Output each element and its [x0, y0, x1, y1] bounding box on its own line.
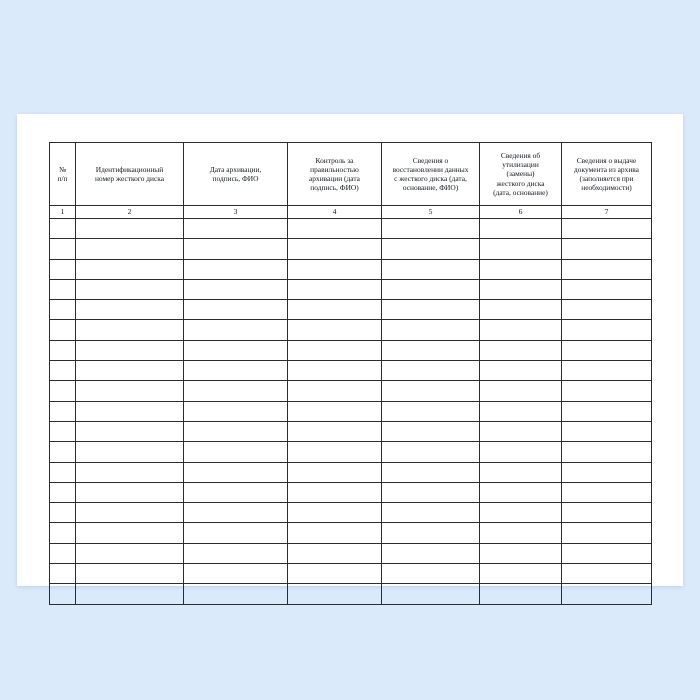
table-cell-empty[interactable] [50, 300, 76, 320]
table-cell-empty[interactable] [184, 421, 288, 441]
table-cell-empty[interactable] [76, 361, 184, 381]
table-cell-empty[interactable] [76, 300, 184, 320]
table-row [50, 219, 652, 239]
table-cell-empty[interactable] [184, 320, 288, 340]
table-row [50, 523, 652, 543]
table-cell-empty[interactable] [480, 361, 562, 381]
table-cell-empty[interactable] [50, 340, 76, 360]
table-cell-empty[interactable] [184, 259, 288, 279]
table-cell-empty[interactable] [382, 381, 480, 401]
header-row [50, 143, 652, 206]
table-cell-empty[interactable] [184, 219, 288, 239]
table-cell-empty[interactable] [480, 239, 562, 259]
table-cell-empty[interactable] [50, 279, 76, 299]
table-cell-empty[interactable] [480, 340, 562, 360]
table-cell-empty[interactable] [50, 442, 76, 462]
table-row [50, 340, 652, 360]
table-cell-empty[interactable] [288, 421, 382, 441]
column-header-data-restore: Сведения о восстановлении данных с жесткого диска (дата, основание, ФИО) [382, 143, 480, 206]
table-cell-empty[interactable] [184, 239, 288, 259]
table-cell-empty[interactable] [76, 219, 184, 239]
table-cell-empty[interactable] [50, 503, 76, 523]
table-cell-empty[interactable] [480, 523, 562, 543]
column-number-cell: 6 [480, 206, 562, 219]
table-cell-empty[interactable] [480, 584, 562, 604]
table-cell-empty[interactable] [76, 381, 184, 401]
table-cell-empty[interactable] [382, 300, 480, 320]
table-cell-empty[interactable] [184, 543, 288, 563]
table-row [50, 584, 652, 604]
table-cell-empty[interactable] [76, 442, 184, 462]
table-cell-empty[interactable] [480, 421, 562, 441]
table-cell-empty[interactable] [50, 462, 76, 482]
table-cell-empty[interactable] [288, 259, 382, 279]
table-cell-empty[interactable] [382, 259, 480, 279]
table-cell-empty[interactable] [480, 543, 562, 563]
table-row [50, 482, 652, 502]
table-cell-empty[interactable] [562, 421, 652, 441]
table-cell-empty[interactable] [184, 381, 288, 401]
table-cell-empty[interactable] [76, 239, 184, 259]
table-row [50, 259, 652, 279]
table-cell-empty[interactable] [562, 320, 652, 340]
table-cell-empty[interactable] [288, 543, 382, 563]
table-cell-empty[interactable] [76, 421, 184, 441]
table-cell-empty[interactable] [480, 320, 562, 340]
table-cell-empty[interactable] [76, 401, 184, 421]
column-header-archive-control: Контроль за правильностью архивации (дата подпись, ФИО) [288, 143, 382, 206]
table-cell-empty[interactable] [480, 503, 562, 523]
table-cell-empty[interactable] [562, 401, 652, 421]
table-cell-empty[interactable] [76, 340, 184, 360]
table-cell-empty[interactable] [76, 482, 184, 502]
table-cell-empty[interactable] [184, 482, 288, 502]
table-cell-empty[interactable] [480, 300, 562, 320]
table-cell-empty[interactable] [288, 381, 382, 401]
table-row [50, 564, 652, 584]
table-cell-empty[interactable] [480, 259, 562, 279]
table-cell-empty[interactable] [76, 279, 184, 299]
table-row [50, 442, 652, 462]
table-row [50, 361, 652, 381]
table-cell-empty[interactable] [184, 361, 288, 381]
table-cell-empty[interactable] [382, 462, 480, 482]
table-cell-empty[interactable] [562, 543, 652, 563]
table-cell-empty[interactable] [184, 340, 288, 360]
column-number-cell: 3 [184, 206, 288, 219]
table-cell-empty[interactable] [76, 462, 184, 482]
table-cell-empty[interactable] [480, 442, 562, 462]
table-cell-empty[interactable] [382, 442, 480, 462]
table-cell-empty[interactable] [184, 564, 288, 584]
table-cell-empty[interactable] [382, 503, 480, 523]
table-cell-empty[interactable] [562, 442, 652, 462]
table-cell-empty[interactable] [288, 239, 382, 259]
table-cell-empty[interactable] [184, 503, 288, 523]
table-cell-empty[interactable] [562, 300, 652, 320]
column-number-cell: 5 [382, 206, 480, 219]
table-cell-empty[interactable] [50, 320, 76, 340]
table-cell-empty[interactable] [50, 543, 76, 563]
table-cell-empty[interactable] [184, 523, 288, 543]
table-cell-empty[interactable] [288, 320, 382, 340]
column-number-cell: 7 [562, 206, 652, 219]
table-cell-empty[interactable] [480, 564, 562, 584]
table-cell-empty[interactable] [50, 401, 76, 421]
table-row [50, 421, 652, 441]
column-number-row [50, 206, 652, 219]
table-cell-empty[interactable] [288, 279, 382, 299]
table-cell-empty[interactable] [562, 279, 652, 299]
column-number-cell: 4 [288, 206, 382, 219]
table-cell-empty[interactable] [50, 482, 76, 502]
table-cell-empty[interactable] [480, 381, 562, 401]
table-row [50, 320, 652, 340]
table-cell-empty[interactable] [184, 300, 288, 320]
table-cell-empty[interactable] [382, 401, 480, 421]
table-cell-empty[interactable] [50, 584, 76, 604]
table-cell-empty[interactable] [184, 279, 288, 299]
column-header-archive-issue: Сведения о выдаче документа из архива (заполняется при необходимости) [562, 143, 652, 206]
column-number-cell: 2 [76, 206, 184, 219]
table-cell-empty[interactable] [288, 462, 382, 482]
table-cell-empty[interactable] [382, 543, 480, 563]
table-cell-empty[interactable] [288, 523, 382, 543]
column-number-cell: 1 [50, 206, 76, 219]
table-cell-empty[interactable] [480, 401, 562, 421]
table-cell-empty[interactable] [184, 584, 288, 604]
table-cell-empty[interactable] [562, 239, 652, 259]
document-sheet [17, 114, 683, 586]
table-header [50, 143, 652, 219]
table-cell-empty[interactable] [382, 340, 480, 360]
table-cell-empty[interactable] [288, 564, 382, 584]
table-cell-empty[interactable] [480, 219, 562, 239]
table-row [50, 462, 652, 482]
table-cell-empty[interactable] [562, 523, 652, 543]
table-cell-empty[interactable] [480, 279, 562, 299]
table-cell-empty[interactable] [76, 564, 184, 584]
table-cell-empty[interactable] [288, 503, 382, 523]
table-body [50, 219, 652, 605]
table-cell-empty[interactable] [382, 279, 480, 299]
table-cell-empty[interactable] [562, 584, 652, 604]
table-cell-empty[interactable] [382, 564, 480, 584]
table-cell-empty[interactable] [562, 503, 652, 523]
table-cell-empty[interactable] [184, 462, 288, 482]
table-cell-empty[interactable] [562, 482, 652, 502]
table-cell-empty[interactable] [288, 361, 382, 381]
table-cell-empty[interactable] [50, 361, 76, 381]
table-row [50, 300, 652, 320]
table-cell-empty[interactable] [562, 259, 652, 279]
table-cell-empty[interactable] [50, 523, 76, 543]
journal-table [49, 142, 652, 605]
table-cell-empty[interactable] [562, 381, 652, 401]
table-cell-empty[interactable] [480, 482, 562, 502]
table-cell-empty[interactable] [562, 462, 652, 482]
table-cell-empty[interactable] [184, 401, 288, 421]
table-cell-empty[interactable] [50, 239, 76, 259]
table-cell-empty[interactable] [382, 320, 480, 340]
table-row [50, 503, 652, 523]
table-cell-empty[interactable] [562, 219, 652, 239]
table-cell-empty[interactable] [382, 482, 480, 502]
table-cell-empty[interactable] [288, 584, 382, 604]
column-header-archive-date: Дата архивации, подпись, ФИО [184, 143, 288, 206]
table-row [50, 543, 652, 563]
table-cell-empty[interactable] [562, 564, 652, 584]
table-cell-empty[interactable] [50, 421, 76, 441]
table-cell-empty[interactable] [76, 543, 184, 563]
table-cell-empty[interactable] [382, 421, 480, 441]
table-cell-empty[interactable] [382, 584, 480, 604]
column-header-number: № п/п [50, 143, 76, 206]
table-cell-empty[interactable] [50, 259, 76, 279]
table-cell-empty[interactable] [76, 503, 184, 523]
table-row [50, 401, 652, 421]
table-row [50, 279, 652, 299]
table-cell-empty[interactable] [288, 401, 382, 421]
table-cell-empty[interactable] [288, 482, 382, 502]
table-cell-empty[interactable] [50, 219, 76, 239]
table-cell-empty[interactable] [288, 219, 382, 239]
table-cell-empty[interactable] [50, 564, 76, 584]
table-cell-empty[interactable] [288, 340, 382, 360]
table-cell-empty[interactable] [288, 300, 382, 320]
column-header-disposal: Сведения об утилизации (замены) жесткого диска (дата, основание) [480, 143, 562, 206]
table-row [50, 239, 652, 259]
table-cell-empty[interactable] [76, 259, 184, 279]
table-cell-empty[interactable] [76, 320, 184, 340]
journal-table-container [49, 142, 651, 559]
table-cell-empty[interactable] [184, 442, 288, 462]
table-cell-empty[interactable] [382, 361, 480, 381]
table-cell-empty[interactable] [382, 219, 480, 239]
table-cell-empty[interactable] [382, 239, 480, 259]
table-cell-empty[interactable] [76, 584, 184, 604]
table-cell-empty[interactable] [480, 462, 562, 482]
column-header-disk-id: Идентификационный номер жесткого диска [76, 143, 184, 206]
table-cell-empty[interactable] [562, 361, 652, 381]
table-cell-empty[interactable] [562, 340, 652, 360]
table-row [50, 381, 652, 401]
table-cell-empty[interactable] [50, 381, 76, 401]
table-cell-empty[interactable] [288, 442, 382, 462]
table-cell-empty[interactable] [382, 523, 480, 543]
table-cell-empty[interactable] [76, 523, 184, 543]
